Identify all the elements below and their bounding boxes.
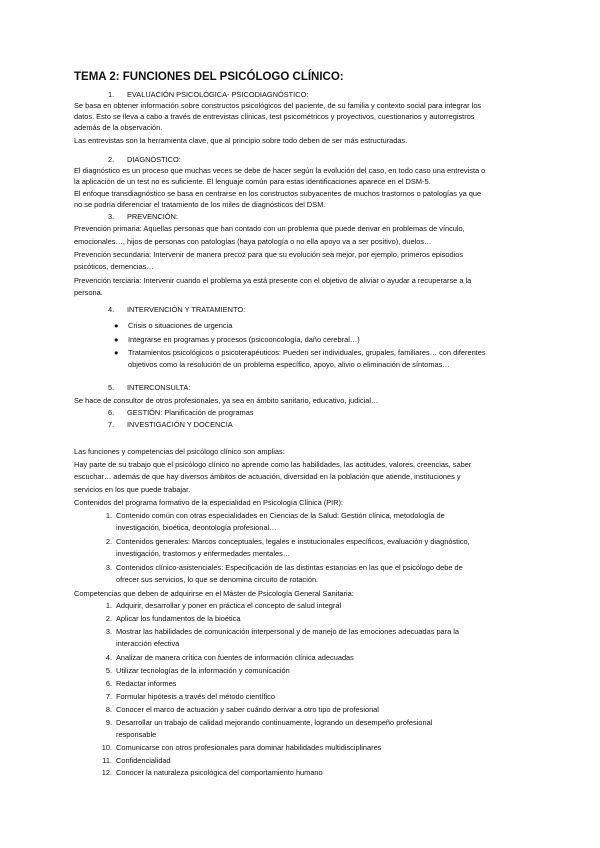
list-item-text: Formular hipótesis a través del método científico [116,692,275,701]
paragraph-line: Hay parte de su trabajo que el psicólogo clínico no aprende como las habilidades, las actitudes, valores, creencias, saber [74,460,472,469]
list-number: 10. [101,743,112,752]
section-number: 3. [108,212,115,221]
list-item-text: investigación, bioética, deontología profesional… [116,523,277,532]
section-title: PREVENCIÓN: [127,212,178,221]
bullet-icon: ● [114,335,119,344]
section-5-heading [108,382,190,393]
list-number: 4. [105,653,112,662]
list-number: 3. [105,563,112,572]
list-item-text: Confidencialidad [116,756,171,765]
section-number: 6. [108,408,115,417]
section-title: INVESTIGACIÓN Y DOCENCIA [127,420,233,429]
list-item-text: Analizar de manera crítica con fuentes de información clínica adecuadas [116,653,354,662]
pir-heading: Contenidos del programa formativo de la especialidad en Psicología Clínica (PIR): [74,498,344,507]
list-number: 7. [105,692,112,701]
section-title: EVALUACIÓN PSICOLÓGICA- PSICODIAGNÓSTICO: [127,90,309,99]
paragraph-line: Prevención primaria: Aquellas personas que han contado con un problema que puede derivar en problemas de vínculo, [74,224,465,233]
paragraph-line: no se podría diferenciar el tratamiento de los miles de diagnósticos del DSM. [74,200,326,209]
paragraph-line: Las funciones y competencias del psicólogo clínico son amplias: [74,447,285,456]
list-item-text: Conocer el marco de actuación y saber cuándo derivar a otro tipo de profesional [116,705,379,714]
list-number: 11. [102,756,112,765]
list-item-text: Utilizar tecnologías de la información y comunicación [116,666,290,675]
list-number: 12. [101,768,112,777]
list-number: 9. [105,718,112,727]
list-item-text: Desarrollar un trabajo de calidad mejorando continuamente, logrando un desempeño profesional [116,718,433,727]
master-heading: Competencias que deben de adquirirse en el Máster de Psicología General Sanitaria: [74,589,354,598]
paragraph-line: Las entrevistas son la herramienta clave, que al principio sobre todo deben de ser más estructuradas. [74,136,408,145]
list-item-text: Integrarse en programas y procesos (psicooncología, daño cerebral…) [128,335,360,344]
paragraph-line: Se basa en obtener información sobre constructos psicológicos del paciente, de su familia y contexto social para integrar los [74,101,482,110]
paragraph-line: escuchar… además de que hay diversos ámbitos de actuación, diversidad en la población que atiende, instituciones y [74,472,461,481]
paragraph-line: datos. Esto se lleva a cabo a través de entrevistas clínicas, test psicométricos y proyectivos, cuestionarios y autorregistros [74,112,475,121]
bullet-icon: ● [114,348,119,357]
paragraph-line: Se hace de consultor de otros profesionales, ya sea en ámbito sanitario, educativo, judicial… [74,396,379,405]
list-item-text: Aplicar los fundamentos de la bioética [116,614,241,623]
section-number: 2. [108,155,115,164]
paragraph-line: psicóticos, demencias… [74,262,154,271]
section-6-heading [108,407,254,418]
section-number: 5. [108,383,115,392]
paragraph-line: Prevención secundaria: Intervenir de manera precoz para que su evolución sea mejor, por ejemplo, primeros episodios [74,250,464,259]
list-number: 6. [105,679,112,688]
paragraph-line: El enfoque transdiagnóstico se basa en centrarse en los constructos subyacentes de muchos trastornos o patologías ya que [74,189,482,198]
list-item-text: Tratamientos psicológicos o psicoterapéuticos: Pueden ser individuales, grupales, familiares… con diferentes [128,348,486,357]
section-title: INTERVENCIÓN Y TRATAMIENTO: [127,305,246,314]
list-item-text: Crisis o situaciones de urgencia [128,321,233,330]
list-item-text: Contenido común con otras especialidades en Ciencias de la Salud: Gestión clínica, metodología de [116,511,445,520]
list-number: 1. [105,601,112,610]
list-number: 2. [105,614,112,623]
list-item-text: Contenidos generales: Marcos conceptuales, legales e institucionales específicos, evaluación y diagnóstico, [116,537,470,546]
list-number: 3. [105,627,112,636]
list-item-text: Conocer la naturaleza psicológica del comportamiento humano [116,768,323,777]
bullet-icon: ● [114,321,119,330]
list-item-text: Adquirir, desarrollar y poner en práctica el concepto de salud integral [116,601,342,610]
document-title: TEMA 2: FUNCIONES DEL PSICÓLOGO CLÍNICO: [74,71,344,83]
section-number: 1. [108,90,115,99]
section-number: 4. [108,305,115,314]
list-item-text: interacción efectiva [116,639,180,648]
section-1-heading [108,89,308,100]
list-item-text: Redactar informes [116,679,177,688]
list-number: 5. [105,666,112,675]
paragraph-line: El diagnóstico es un proceso que muchas veces se debe de hacer según la evolución del caso, en todo caso una entrevista o [74,166,486,175]
list-number: 8. [105,705,112,714]
paragraph-line: la aplicación de un test no es suficiente. El lenguaje común para estas identificaciones aparece en el DSM-5. [74,177,431,186]
list-number: 2. [105,537,112,546]
paragraph-line: servicios en los que puede trabajar. [74,485,191,494]
list-item-text: objetivos como la resolución de un problema específico, apoyo, alivio o eliminación de síntomas… [128,359,450,369]
section-7-heading [108,419,233,430]
section-title: DIAGNÓSTICO: [127,155,181,164]
section-2-heading [108,154,181,165]
section-title: GESTIÓN: Planificación de programas [127,408,254,417]
list-item-text: Mostrar las habilidades de comunicación interpersonal y de manejo de las emociones adecuadas para la [116,627,460,636]
section-4-heading [108,304,245,315]
list-item-text: investigación, trastornos y enfermedades mentales… [116,549,291,558]
list-item-text: Contenidos clínico-asistenciales: Especificación de las distintas estancias en las que el psicólogo debe de [116,563,463,572]
list-number: 1. [105,511,112,520]
section-title: INTERCONSULTA: [127,383,191,392]
paragraph-line: emocionales…, hijos de personas con patologías (haya patología o no ella apoyo va a ser positivo), duelos… [74,237,432,246]
paragraph-line: Prevención terciaria: Intervenir cuando el problema ya está presente con el objetivo de aliviar o ayudar a recuperarse a la [74,276,472,285]
list-item-text: Comunicarse con otros profesionales para dominar habilidades multidisciplinares [116,743,382,752]
paragraph-line: además de la observación. [74,123,163,132]
list-item-text: responsable [116,730,157,739]
list-item-text: ofrecer sus servicios, lo que se denomina circuito de rotación. [116,575,319,584]
section-3-heading [108,211,178,222]
section-number: 7. [108,420,115,429]
paragraph-line: persona. [74,288,103,297]
